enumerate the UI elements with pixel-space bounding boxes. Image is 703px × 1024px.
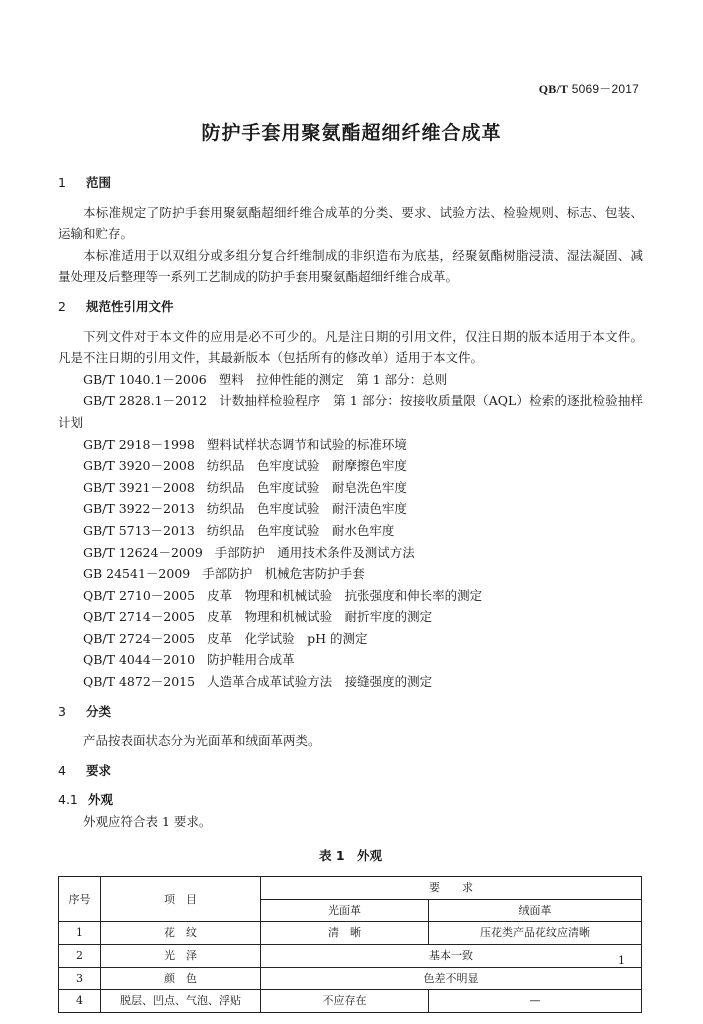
header-no: 序号 [59, 877, 101, 922]
header-suede-leather: 绒面革 [429, 899, 642, 922]
table-row: 1 花 纹 清 晰 压花类产品花纹应清晰 [59, 922, 642, 945]
appearance-table [58, 876, 642, 1013]
reference-item: QB/T 4872－2015 人造革合成革试验方法 接缝强度的测定 [83, 674, 433, 690]
section-2-heading: 2 规范性引用文件 [58, 298, 174, 314]
standard-code-number: 5069－2017 [571, 82, 639, 96]
section-4-1-heading: 4.1 外观 [58, 792, 114, 808]
page-number: 1 [618, 954, 625, 967]
section-1-paragraph-2: 本标准适用于以双组分或多组分复合纤维制成的非织造布为底基，经聚氨酯树脂浸渍、湿法凝固、减量处理及后整理等一系列工艺制成的防护手套用聚氨酯超细纤维合成革。 [58, 247, 643, 285]
header-item: 项 目 [101, 877, 261, 922]
header-smooth-leather: 光面革 [261, 899, 429, 922]
section-4-heading: 4 要求 [58, 762, 112, 778]
section-4-1-paragraph: 外观应符合表 1 要求。 [83, 814, 212, 830]
reference-item: GB/T 1040.1－2006 塑料 拉伸性能的测定 第 1 部分：总则 [83, 371, 448, 387]
section-3-paragraph: 产品按表面状态分为光面革和绒面革两类。 [83, 733, 321, 749]
reference-item: QB/T 2710－2005 皮革 物理和机械试验 抗张强度和伸长率的测定 [83, 587, 483, 603]
document-title: 防护手套用聚氨酯超细纤维合成革 [201, 122, 502, 144]
reference-item: GB/T 2918－1998 塑料试样状态调节和试验的标准环境 [83, 436, 407, 452]
reference-item: GB/T 3921－2008 纺织品 色牢度试验 耐皂洗色牢度 [83, 479, 407, 495]
document-body [58, 172, 643, 1013]
section-2-intro: 下列文件对于本文件的应用是必不可少的。凡是注日期的引用文件，仅注日期的版本适用于本文件。凡是不注日期的引用文件，其最新版本（包括所有的修改单）适用于本文件。 [58, 328, 643, 366]
reference-item: QB/T 4044－2010 防护鞋用合成革 [83, 652, 295, 668]
reference-item: QB/T 2724－2005 皮革 化学试验 pH 的测定 [83, 630, 368, 646]
reference-item: GB/T 12624－2009 手部防护 通用技术条件及测试方法 [83, 544, 415, 560]
reference-item: GB/T 2828.1－2012 计数抽样检验程序 第 1 部分：按接收质量限（AQL）检索的逐批检验抽样计划 [58, 393, 643, 430]
table-row: 3 颜 色 色差不明显 [59, 967, 642, 990]
section-1-paragraph-1: 本标准规定了防护手套用聚氨酯超细纤维合成革的分类、要求、试验方法、检验规则、标志、包装、运输和贮存。 [58, 204, 643, 242]
standard-code [539, 80, 639, 97]
header-requirement: 要 求 [261, 877, 642, 900]
table-row: 4 脱层、凹点、气泡、浮贴 不应存在 — [59, 990, 642, 1013]
table-row: 2 光 泽 基本一致 [59, 945, 642, 968]
section-3-heading: 3 分类 [58, 703, 112, 719]
section-1-heading: 1 范围 [58, 175, 112, 190]
reference-item: GB/T 5713－2013 纺织品 色牢度试验 耐水色牢度 [83, 522, 395, 538]
reference-item: GB/T 3920－2008 纺织品 色牢度试验 耐摩擦色牢度 [83, 458, 407, 474]
table-1-caption: 表 1 外观 [318, 847, 383, 863]
standard-code-prefix: QB/T [538, 82, 569, 96]
reference-item: GB 24541－2009 手部防护 机械危害防护手套 [83, 566, 365, 582]
reference-item: QB/T 2714－2005 皮革 物理和机械试验 耐折牢度的测定 [83, 609, 433, 625]
reference-item: GB/T 3922－2013 纺织品 色牢度试验 耐汗渍色牢度 [83, 501, 407, 517]
